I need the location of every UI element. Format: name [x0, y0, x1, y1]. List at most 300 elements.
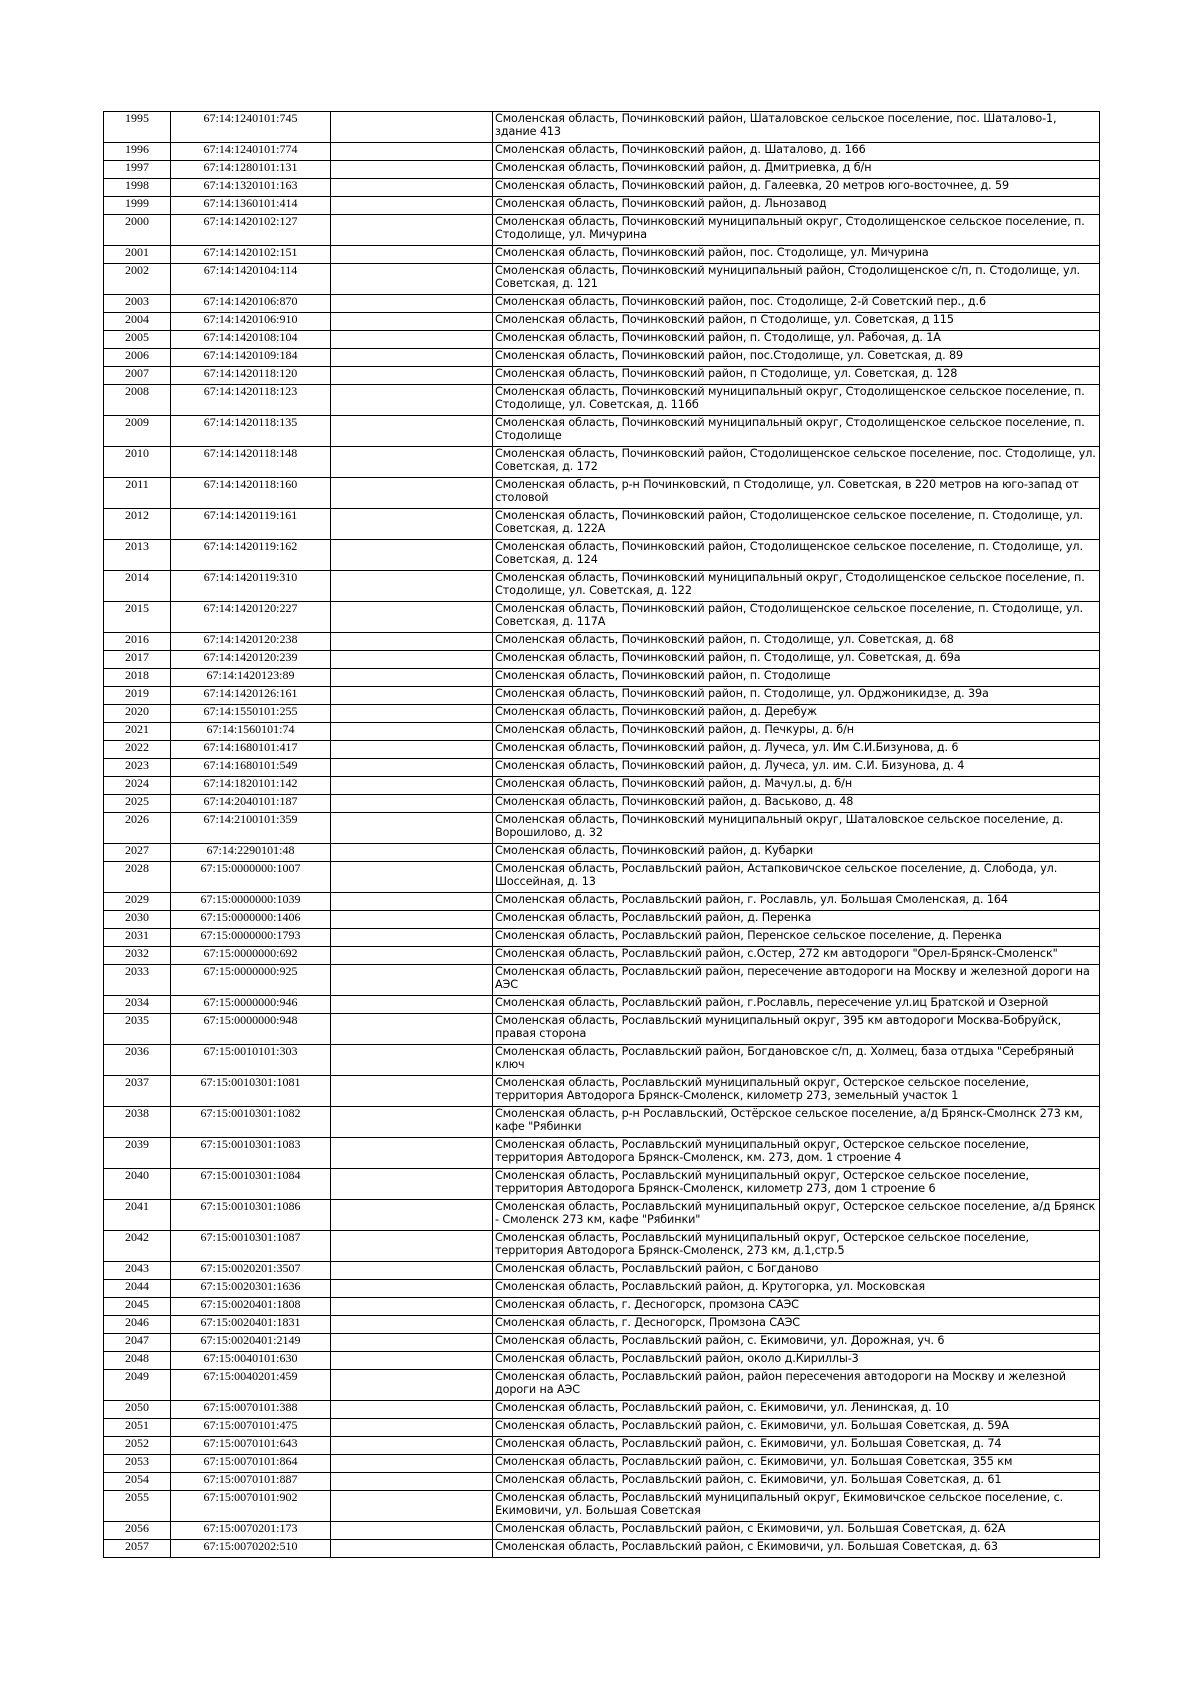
address-cell: Смоленская область, Рославльский район, с. Екимовичи, ул. Ленинская, д. 10 [493, 1401, 1100, 1419]
row-number-cell: 2040 [104, 1169, 171, 1200]
address-cell: Смоленская область, Починковский район, д. Лучеса, ул. им. С.И. Бизунова, д. 4 [493, 759, 1100, 777]
table-row [104, 1473, 1100, 1491]
empty-cell [331, 1014, 493, 1045]
table-row [104, 1200, 1100, 1231]
address-cell: Смоленская область, Рославльский район, Астапковичское сельское поселение, д. Слобода, ул. Шоссейная, д. 13 [493, 862, 1100, 893]
empty-cell [331, 416, 493, 447]
empty-cell [331, 1401, 493, 1419]
empty-cell [331, 1473, 493, 1491]
row-number-cell: 2006 [104, 349, 171, 367]
address-cell: Смоленская область, Починковский район, д. Льнозавод [493, 197, 1100, 215]
row-number-cell: 2043 [104, 1262, 171, 1280]
row-number-cell: 2037 [104, 1076, 171, 1107]
row-number-cell: 2042 [104, 1231, 171, 1262]
row-number-cell: 2031 [104, 929, 171, 947]
row-number-cell: 2030 [104, 911, 171, 929]
empty-cell [331, 687, 493, 705]
address-cell: Смоленская область, Рославльский район, пересечение автодороги на Москву и железной дороги на АЭС [493, 965, 1100, 996]
empty-cell [331, 759, 493, 777]
address-cell: Смоленская область, Починковский муниципальный район, Стодолищенское с/п, п. Стодолище, ул. Советская, д. 121 [493, 264, 1100, 295]
address-cell: Смоленская область, Починковский муниципальный округ, Стодолищенское сельское поселение, п. Стодолище [493, 416, 1100, 447]
table-row [104, 1045, 1100, 1076]
address-cell: Смоленская область, Починковский район, д. Галеевка, 20 метров юго-восточнее, д. 59 [493, 179, 1100, 197]
address-cell: Смоленская область, Рославльский муниципальный округ, 395 км автодороги Москва-Бобруйск, правая сторона [493, 1014, 1100, 1045]
row-number-cell: 2009 [104, 416, 171, 447]
empty-cell [331, 143, 493, 161]
address-cell: Смоленская область, Рославльский район, с Екимовичи, ул. Большая Советская, д. 63 [493, 1540, 1100, 1558]
table-row [104, 540, 1100, 571]
address-cell: Смоленская область, Рославльский район, около д.Кириллы-3 [493, 1352, 1100, 1370]
cadastral-number-cell: 67:15:0000000:1039 [171, 893, 331, 911]
row-number-cell: 2018 [104, 669, 171, 687]
empty-cell [331, 1138, 493, 1169]
table-row [104, 1370, 1100, 1401]
empty-cell [331, 509, 493, 540]
table-row [104, 416, 1100, 447]
row-number-cell: 2035 [104, 1014, 171, 1045]
empty-cell [331, 813, 493, 844]
empty-cell [331, 1169, 493, 1200]
cadastral-number-cell: 67:14:1420106:870 [171, 295, 331, 313]
table-row [104, 1401, 1100, 1419]
address-cell: Смоленская область, Рославльский район, с. Екимовичи, ул. Большая Советская, д. 59А [493, 1419, 1100, 1437]
cadastral-number-cell: 67:15:0020401:2149 [171, 1334, 331, 1352]
cadastral-number-cell: 67:14:1420120:238 [171, 633, 331, 651]
address-cell: Смоленская область, Починковский район, д. Кубарки [493, 844, 1100, 862]
address-cell: Смоленская область, Починковский район, п. Стодолище [493, 669, 1100, 687]
row-number-cell: 2057 [104, 1540, 171, 1558]
address-cell: Смоленская область, Починковский муниципальный округ, Стодолищенское сельское поселение, п. Стодолище, ул. Советская, д. 116б [493, 385, 1100, 416]
row-number-cell: 2055 [104, 1491, 171, 1522]
table-row [104, 651, 1100, 669]
row-number-cell: 2033 [104, 965, 171, 996]
cadastral-number-cell: 67:15:0000000:1793 [171, 929, 331, 947]
table-row [104, 705, 1100, 723]
table-row [104, 161, 1100, 179]
row-number-cell: 2014 [104, 571, 171, 602]
row-number-cell: 2005 [104, 331, 171, 349]
empty-cell [331, 996, 493, 1014]
address-cell: Смоленская область, Починковский район, пос.Стодолище, ул. Советская, д. 89 [493, 349, 1100, 367]
empty-cell [331, 215, 493, 246]
row-number-cell: 2047 [104, 1334, 171, 1352]
row-number-cell: 2003 [104, 295, 171, 313]
address-cell: Смоленская область, Рославльский муниципальный округ, Екимовичское сельское поселение, с. Екимовичи, ул. Большая Советская [493, 1491, 1100, 1522]
empty-cell [331, 741, 493, 759]
address-cell: Смоленская область, Рославльский район, район пересечения автодороги на Москву и железной дороги на АЭС [493, 1370, 1100, 1401]
row-number-cell: 2011 [104, 478, 171, 509]
address-cell: Смоленская область, Рославльский район, с. Екимовичи, ул. Большая Советская, 355 км [493, 1455, 1100, 1473]
cadastral-number-cell: 67:15:0000000:692 [171, 947, 331, 965]
table-row [104, 965, 1100, 996]
cadastral-number-cell: 67:14:2290101:48 [171, 844, 331, 862]
empty-cell [331, 651, 493, 669]
cadastral-number-cell: 67:14:1240101:774 [171, 143, 331, 161]
empty-cell [331, 197, 493, 215]
table-row [104, 143, 1100, 161]
address-cell: Смоленская область, Рославльский район, с Богданово [493, 1262, 1100, 1280]
cadastral-number-cell: 67:15:0000000:925 [171, 965, 331, 996]
empty-cell [331, 705, 493, 723]
empty-cell [331, 1107, 493, 1138]
cadastral-number-cell: 67:15:0070202:510 [171, 1540, 331, 1558]
cadastral-number-cell: 67:14:1420118:160 [171, 478, 331, 509]
address-cell: Смоленская область, Починковский район, п. Стодолище, ул. Советская, д. 69а [493, 651, 1100, 669]
address-cell: Смоленская область, Рославльский район, с. Екимовичи, ул. Дорожная, уч. 6 [493, 1334, 1100, 1352]
empty-cell [331, 1522, 493, 1540]
registry-table-body [104, 112, 1100, 1558]
cadastral-number-cell: 67:14:1680101:549 [171, 759, 331, 777]
cadastral-number-cell: 67:14:1420102:127 [171, 215, 331, 246]
address-cell: Смоленская область, Починковский район, Шаталовское сельское поселение, пос. Шаталово-1, здание 413 [493, 112, 1100, 143]
table-row [104, 1107, 1100, 1138]
cadastral-number-cell: 67:15:0020301:1636 [171, 1280, 331, 1298]
address-cell: Смоленская область, р-н Починковский, п Стодолище, ул. Советская, в 220 метров на юго-запад от столовой [493, 478, 1100, 509]
empty-cell [331, 246, 493, 264]
table-row [104, 1262, 1100, 1280]
empty-cell [331, 1280, 493, 1298]
cadastral-number-cell: 67:14:1820101:142 [171, 777, 331, 795]
address-cell: Смоленская область, Починковский район, Стодолищенское сельское поселение, п. Стодолище, ул. Советская, д. 122А [493, 509, 1100, 540]
address-cell: Смоленская область, Рославльский район, с. Екимовичи, ул. Большая Советская, д. 74 [493, 1437, 1100, 1455]
empty-cell [331, 929, 493, 947]
table-row [104, 687, 1100, 705]
row-number-cell: 2012 [104, 509, 171, 540]
cadastral-number-cell: 67:15:0070101:388 [171, 1401, 331, 1419]
cadastral-number-cell: 67:15:0010301:1084 [171, 1169, 331, 1200]
table-row [104, 1169, 1100, 1200]
address-cell: Смоленская область, Починковский район, д. Мачул.ы, д. б/н [493, 777, 1100, 795]
empty-cell [331, 777, 493, 795]
empty-cell [331, 1540, 493, 1558]
empty-cell [331, 669, 493, 687]
table-row [104, 1455, 1100, 1473]
table-row [104, 331, 1100, 349]
row-number-cell: 2019 [104, 687, 171, 705]
row-number-cell: 2001 [104, 246, 171, 264]
table-row [104, 571, 1100, 602]
table-row [104, 478, 1100, 509]
empty-cell [331, 112, 493, 143]
row-number-cell: 2045 [104, 1298, 171, 1316]
table-row [104, 795, 1100, 813]
table-row [104, 669, 1100, 687]
table-row [104, 633, 1100, 651]
table-row [104, 367, 1100, 385]
empty-cell [331, 331, 493, 349]
empty-cell [331, 264, 493, 295]
empty-cell [331, 1045, 493, 1076]
row-number-cell: 2002 [104, 264, 171, 295]
empty-cell [331, 862, 493, 893]
address-cell: Смоленская область, Починковский район, д. Лучеса, ул. Им С.И.Бизунова, д. 6 [493, 741, 1100, 759]
cadastral-number-cell: 67:14:2100101:359 [171, 813, 331, 844]
table-row [104, 1352, 1100, 1370]
table-row [104, 1540, 1100, 1558]
empty-cell [331, 602, 493, 633]
empty-cell [331, 911, 493, 929]
address-cell: Смоленская область, Рославльский район, с.Остер, 272 км автодороги "Орел-Брянск-Смоленск" [493, 947, 1100, 965]
address-cell: Смоленская область, Починковский район, Стодолищенское сельское поселение, пос. Стодолище, ул. Советская, д. 172 [493, 447, 1100, 478]
cadastral-number-cell: 67:14:1420118:120 [171, 367, 331, 385]
table-row [104, 313, 1100, 331]
empty-cell [331, 1231, 493, 1262]
cadastral-number-cell: 67:15:0070101:902 [171, 1491, 331, 1522]
row-number-cell: 1998 [104, 179, 171, 197]
cadastral-number-cell: 67:14:1420126:161 [171, 687, 331, 705]
empty-cell [331, 1076, 493, 1107]
address-cell: Смоленская область, Рославльский район, Перенское сельское поселение, д. Перенка [493, 929, 1100, 947]
table-row [104, 1138, 1100, 1169]
cadastral-number-cell: 67:15:0040101:630 [171, 1352, 331, 1370]
cadastral-number-cell: 67:15:0010301:1081 [171, 1076, 331, 1107]
address-cell: Смоленская область, Починковский район, п Стодолище, ул. Советская, д 115 [493, 313, 1100, 331]
row-number-cell: 2054 [104, 1473, 171, 1491]
address-cell: Смоленская область, Рославльский район, Богдановское с/п, д. Холмец, база отдыха "Серебряный ключ [493, 1045, 1100, 1076]
cadastral-number-cell: 67:14:1420118:135 [171, 416, 331, 447]
table-row [104, 1014, 1100, 1045]
row-number-cell: 2023 [104, 759, 171, 777]
table-row [104, 385, 1100, 416]
empty-cell [331, 893, 493, 911]
row-number-cell: 2051 [104, 1419, 171, 1437]
cadastral-number-cell: 67:14:1420108:104 [171, 331, 331, 349]
address-cell: Смоленская область, Починковский район, п. Стодолище, ул. Орджоникидзе, д. 39а [493, 687, 1100, 705]
table-row [104, 197, 1100, 215]
address-cell: Смоленская область, Починковский район, Стодолищенское сельское поселение, п. Стодолище, ул. Советская, д. 117А [493, 602, 1100, 633]
address-cell: Смоленская область, Рославльский район, д. Перенка [493, 911, 1100, 929]
table-row [104, 295, 1100, 313]
cadastral-number-cell: 67:14:1420104:114 [171, 264, 331, 295]
table-row [104, 1522, 1100, 1540]
registry-table [103, 111, 1100, 1558]
row-number-cell: 2048 [104, 1352, 171, 1370]
row-number-cell: 2039 [104, 1138, 171, 1169]
row-number-cell: 1997 [104, 161, 171, 179]
row-number-cell: 2024 [104, 777, 171, 795]
empty-cell [331, 571, 493, 602]
empty-cell [331, 161, 493, 179]
row-number-cell: 2052 [104, 1437, 171, 1455]
cadastral-number-cell: 67:15:0070101:864 [171, 1455, 331, 1473]
table-row [104, 741, 1100, 759]
address-cell: Смоленская область, Починковский район, д. Васьково, д. 48 [493, 795, 1100, 813]
empty-cell [331, 965, 493, 996]
address-cell: Смоленская область, Рославльский район, г.Рославль, пересечение ул.иц Братской и Озерной [493, 996, 1100, 1014]
cadastral-number-cell: 67:14:1420119:310 [171, 571, 331, 602]
empty-cell [331, 1437, 493, 1455]
cadastral-number-cell: 67:15:0010101:303 [171, 1045, 331, 1076]
empty-cell [331, 1491, 493, 1522]
row-number-cell: 2017 [104, 651, 171, 669]
address-cell: Смоленская область, Починковский район, пос. Стодолище, 2-й Советский пер., д.6 [493, 295, 1100, 313]
empty-cell [331, 1298, 493, 1316]
address-cell: Смоленская область, Починковский район, п. Стодолище, ул. Рабочая, д. 1А [493, 331, 1100, 349]
row-number-cell: 2020 [104, 705, 171, 723]
empty-cell [331, 478, 493, 509]
table-row [104, 996, 1100, 1014]
table-row [104, 777, 1100, 795]
row-number-cell: 2008 [104, 385, 171, 416]
empty-cell [331, 633, 493, 651]
cadastral-number-cell: 67:15:0070101:887 [171, 1473, 331, 1491]
cadastral-number-cell: 67:14:1420119:161 [171, 509, 331, 540]
cadastral-number-cell: 67:15:0010301:1087 [171, 1231, 331, 1262]
empty-cell [331, 295, 493, 313]
row-number-cell: 2053 [104, 1455, 171, 1473]
empty-cell [331, 385, 493, 416]
cadastral-number-cell: 67:15:0040201:459 [171, 1370, 331, 1401]
table-row [104, 602, 1100, 633]
table-row [104, 264, 1100, 295]
empty-cell [331, 1455, 493, 1473]
empty-cell [331, 447, 493, 478]
address-cell: Смоленская область, Рославльский район, д. Крутогорка, ул. Московская [493, 1280, 1100, 1298]
row-number-cell: 2022 [104, 741, 171, 759]
empty-cell [331, 367, 493, 385]
table-row [104, 862, 1100, 893]
row-number-cell: 2029 [104, 893, 171, 911]
empty-cell [331, 1352, 493, 1370]
row-number-cell: 2027 [104, 844, 171, 862]
empty-cell [331, 1262, 493, 1280]
empty-cell [331, 540, 493, 571]
cadastral-number-cell: 67:14:1420102:151 [171, 246, 331, 264]
table-row [104, 349, 1100, 367]
row-number-cell: 2028 [104, 862, 171, 893]
cadastral-number-cell: 67:14:1420118:148 [171, 447, 331, 478]
row-number-cell: 2015 [104, 602, 171, 633]
cadastral-number-cell: 67:15:0010301:1083 [171, 1138, 331, 1169]
cadastral-number-cell: 67:14:1550101:255 [171, 705, 331, 723]
address-cell: Смоленская область, Рославльский район, с Екимовичи, ул. Большая Советская, д. 62А [493, 1522, 1100, 1540]
row-number-cell: 2026 [104, 813, 171, 844]
table-row [104, 813, 1100, 844]
row-number-cell: 1995 [104, 112, 171, 143]
table-row [104, 1491, 1100, 1522]
cadastral-number-cell: 67:14:1420118:123 [171, 385, 331, 416]
cadastral-number-cell: 67:14:1420109:184 [171, 349, 331, 367]
row-number-cell: 2013 [104, 540, 171, 571]
row-number-cell: 2034 [104, 996, 171, 1014]
cadastral-number-cell: 67:15:0020401:1808 [171, 1298, 331, 1316]
cadastral-number-cell: 67:15:0010301:1086 [171, 1200, 331, 1231]
address-cell: Смоленская область, Починковский район, п Стодолище, ул. Советская, д. 128 [493, 367, 1100, 385]
empty-cell [331, 1334, 493, 1352]
cadastral-number-cell: 67:14:1420106:910 [171, 313, 331, 331]
row-number-cell: 2004 [104, 313, 171, 331]
empty-cell [331, 1316, 493, 1334]
address-cell: Смоленская область, Рославльский район, г. Рославль, ул. Большая Смоленская, д. 164 [493, 893, 1100, 911]
empty-cell [331, 179, 493, 197]
table-row [104, 1231, 1100, 1262]
cadastral-number-cell: 67:14:1680101:417 [171, 741, 331, 759]
row-number-cell: 2056 [104, 1522, 171, 1540]
table-row [104, 723, 1100, 741]
cadastral-number-cell: 67:14:1240101:745 [171, 112, 331, 143]
cadastral-number-cell: 67:14:1280101:131 [171, 161, 331, 179]
empty-cell [331, 947, 493, 965]
address-cell: Смоленская область, Починковский муниципальный округ, Шаталовское сельское поселение, д. Ворошилово, д. 32 [493, 813, 1100, 844]
table-row [104, 179, 1100, 197]
table-row [104, 911, 1100, 929]
table-row [104, 844, 1100, 862]
table-row [104, 1316, 1100, 1334]
table-row [104, 1334, 1100, 1352]
table-row [104, 929, 1100, 947]
table-row [104, 1076, 1100, 1107]
address-cell: Смоленская область, Рославльский муниципальный округ, Остерское сельское поселение, а/д Брянск - Смоленск 273 км, кафе "Рябинки" [493, 1200, 1100, 1231]
empty-cell [331, 1200, 493, 1231]
cadastral-number-cell: 67:14:1320101:163 [171, 179, 331, 197]
cadastral-number-cell: 67:14:2040101:187 [171, 795, 331, 813]
address-cell: Смоленская область, г. Десногорск, промзона САЭС [493, 1298, 1100, 1316]
cadastral-number-cell: 67:15:0070101:475 [171, 1419, 331, 1437]
table-row [104, 1298, 1100, 1316]
cadastral-number-cell: 67:15:0020401:1831 [171, 1316, 331, 1334]
cadastral-number-cell: 67:14:1420123:89 [171, 669, 331, 687]
address-cell: Смоленская область, Починковский район, д. Печкуры, д. б/н [493, 723, 1100, 741]
table-row [104, 246, 1100, 264]
address-cell: Смоленская область, Починковский район, Стодолищенское сельское поселение, п. Стодолище, ул. Советская, д. 124 [493, 540, 1100, 571]
cadastral-number-cell: 67:15:0000000:948 [171, 1014, 331, 1045]
empty-cell [331, 313, 493, 331]
cadastral-number-cell: 67:14:1360101:414 [171, 197, 331, 215]
row-number-cell: 1996 [104, 143, 171, 161]
empty-cell [331, 1419, 493, 1437]
row-number-cell: 2049 [104, 1370, 171, 1401]
cadastral-number-cell: 67:14:1420119:162 [171, 540, 331, 571]
cadastral-number-cell: 67:14:1420120:227 [171, 602, 331, 633]
row-number-cell: 2050 [104, 1401, 171, 1419]
cadastral-number-cell: 67:15:0070201:173 [171, 1522, 331, 1540]
empty-cell [331, 795, 493, 813]
row-number-cell: 2032 [104, 947, 171, 965]
empty-cell [331, 349, 493, 367]
table-row [104, 447, 1100, 478]
row-number-cell: 2046 [104, 1316, 171, 1334]
address-cell: Смоленская область, Рославльский муниципальный округ, Остерское сельское поселение, территория Автодорога Брянск-Смоленск, километр 273, земельный участок 1 [493, 1076, 1100, 1107]
row-number-cell: 2000 [104, 215, 171, 246]
row-number-cell: 2007 [104, 367, 171, 385]
address-cell: Смоленская область, Починковский район, пос. Стодолище, ул. Мичурина [493, 246, 1100, 264]
row-number-cell: 2025 [104, 795, 171, 813]
table-row [104, 215, 1100, 246]
table-row [104, 893, 1100, 911]
address-cell: Смоленская область, Починковский район, д. Шаталово, д. 166 [493, 143, 1100, 161]
row-number-cell: 2044 [104, 1280, 171, 1298]
address-cell: Смоленская область, Рославльский муниципальный округ, Остерское сельское поселение, территория Автодорога Брянск-Смоленск, 273 км, д.1,стр.5 [493, 1231, 1100, 1262]
row-number-cell: 2010 [104, 447, 171, 478]
table-row [104, 112, 1100, 143]
table-row [104, 1437, 1100, 1455]
address-cell: Смоленская область, Починковский район, д. Деребуж [493, 705, 1100, 723]
row-number-cell: 2021 [104, 723, 171, 741]
address-cell: Смоленская область, Починковский район, п. Стодолище, ул. Советская, д. 68 [493, 633, 1100, 651]
cadastral-number-cell: 67:15:0000000:1406 [171, 911, 331, 929]
table-row [104, 947, 1100, 965]
address-cell: Смоленская область, г. Десногорск, Промзона САЭС [493, 1316, 1100, 1334]
cadastral-number-cell: 67:15:0000000:946 [171, 996, 331, 1014]
cadastral-number-cell: 67:15:0020201:3507 [171, 1262, 331, 1280]
address-cell: Смоленская область, р-н Рославльский, Остёрское сельское поселение, а/д Брянск-Смолнск 273 км, кафе "Рябинки [493, 1107, 1100, 1138]
table-row [104, 509, 1100, 540]
row-number-cell: 2038 [104, 1107, 171, 1138]
cadastral-number-cell: 67:14:1420120:239 [171, 651, 331, 669]
address-cell: Смоленская область, Починковский муниципальный округ, Стодолищенское сельское поселение, п. Стодолище, ул. Советская, д. 122 [493, 571, 1100, 602]
address-cell: Смоленская область, Починковский муниципальный округ, Стодолищенское сельское поселение, п. Стодолище, ул. Мичурина [493, 215, 1100, 246]
row-number-cell: 2041 [104, 1200, 171, 1231]
